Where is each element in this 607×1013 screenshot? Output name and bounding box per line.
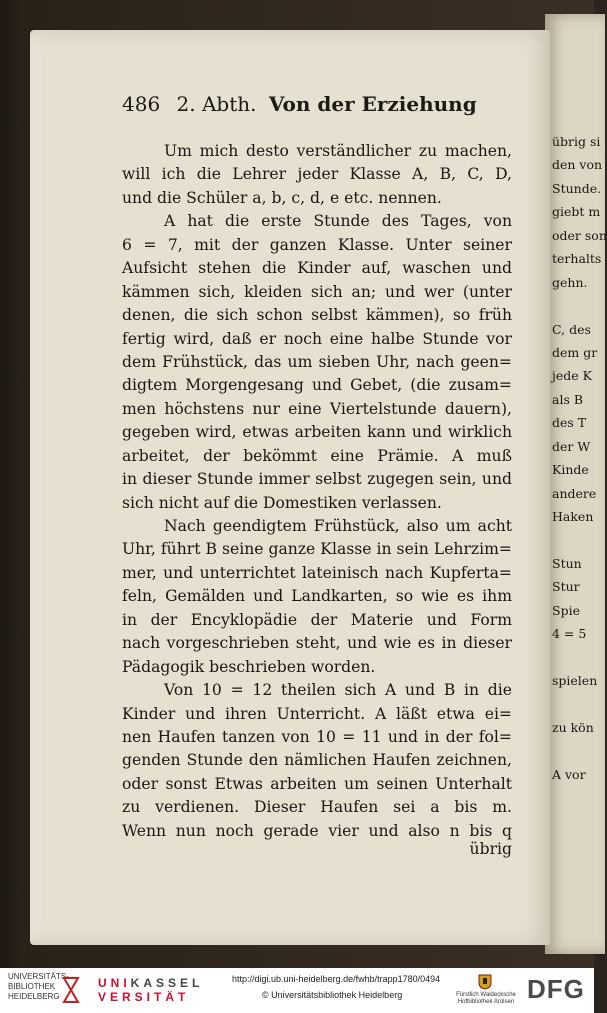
facing-page-text [552,130,607,786]
margin-line: Spie [552,602,580,618]
margin-line: zu kön [552,719,594,735]
text-line: Pädagogik beschrieben worden. [122,657,376,676]
text-line: arbeitet, der bekömmt eine Prämie. A muß [122,446,512,465]
hofbibliothek-arolsen-label [454,992,518,1006]
text-line: gegeben wird, etwas arbeiten kann und wirklich [122,423,512,442]
text-line: digtem Morgengesang und Gebet, (die zusam= [122,376,512,395]
page-number: 486 [122,92,161,116]
text-line: Von 10 = 12 theilen sich A und B in die [164,681,512,700]
margin-line [552,739,594,762]
margin-line [552,646,594,669]
running-header [122,92,542,116]
margin-line: der W [552,438,591,454]
text-line: Wenn nun noch gerade vier und also n bis q [122,821,512,840]
text-line: Kinder und ihren Unterricht. A läßt etwa ei= [122,704,512,723]
margin-line: Stunde. [552,180,602,196]
text-line: will ich die Lehrer jeder Klasse A, B, C, D, [122,165,512,184]
ub-name-line: HEIDELBERG [8,992,60,1001]
text-line: in dieser Stunde immer selbst zugegen sein, und [122,470,512,489]
text-line: fertig wird, daß er noch eine halbe Stunde vor [122,329,512,348]
uk-line2: VERSITÄT [98,990,190,1004]
margin-line: C, des [552,321,591,337]
text-line: feln, Gemälden und Landkarten, so wie es ihm [122,587,512,606]
text-line: dem Frühstück, das um sieben Uhr, nach geen= [122,352,512,371]
uni-kassel-logo[interactable]: UNIKASSEL VERSITÄT [98,976,204,1004]
hofb-line: Fürstlich Waldecksche [456,992,516,998]
text-line: kämmen sich, kleiden sich an; und wer (unter [122,282,512,301]
margin-line: dem gr [552,344,598,360]
text-line: mer, und unterrichtet lateinisch nach Kupferta= [122,563,512,582]
page-title: Von der Erziehung [268,92,477,116]
ub-heidelberg-logo[interactable] [8,972,69,1002]
copyright-text: © Universitätsbibliothek Heidelberg [262,990,403,1000]
section-label: 2. Abth. [176,92,257,116]
margin-line: andere [552,485,597,501]
margin-line: terhalts [552,251,602,267]
margin-line: gehn. [552,274,588,290]
dfg-logo[interactable]: DFG [527,974,585,1004]
margin-line: Stur [552,579,580,595]
hofb-line: Hofbibliothek Arolsen [457,999,515,1005]
margin-line: Stun [552,555,582,571]
margin-line: giebt m [552,204,601,220]
ub-heidelberg-emblem-icon [62,976,80,1004]
ub-name-line: BIBLIOTHEK [8,982,56,991]
margin-line: oder son [552,227,607,243]
text-line: Uhr, führt B seine ganze Klasse in sein Lehrzim= [122,540,512,559]
text-line: Um mich desto verständlicher zu machen, [164,142,512,160]
margin-line: 4 = 5 [552,626,587,642]
text-line: sich nicht auf die Domestiken verlassen. [122,493,442,512]
footer-bar [0,968,594,1013]
margin-line: als B [552,391,584,407]
waldeck-crest-icon [478,974,492,990]
text-line: men höchstens nur eine Viertelstunde dauern), [122,399,512,418]
permalink-url[interactable]: http://digi.ub.uni-heidelberg.de/fwhb/trapp1780/0494 [232,974,441,984]
margin-line: Kinde [552,462,589,478]
margin-line: A vor [552,766,586,782]
text-line: Nach geendigtem Frühstück, also um acht [164,517,512,535]
margin-line: des T [552,415,587,431]
text-line: in der Encyklopädie der Materie und Form [122,610,512,629]
catchword: übrig [469,840,512,858]
margin-line: den von [552,157,603,173]
text-line: Aufsicht stehen die Kinder auf, waschen und [122,259,512,278]
margin-line: übrig si [552,134,601,149]
text-line: denen, die sich schon selbst kämmen), so früh [122,306,512,325]
text-line: nen Haufen tanzen von 10 = 11 und in der fol= [122,727,512,746]
margin-line [552,693,594,716]
ub-name-line: UNIVERSITÄTS- [8,972,69,981]
text-line: 6 = 7, mit der ganzen Klasse. Unter seiner [122,235,512,254]
text-line: nach vorgeschrieben steht, und wie es in dieser [122,634,512,653]
text-line: zu verdienen. Dieser Haufen sei a bis m. [122,798,512,817]
margin-line: Haken [552,509,594,524]
text-line: genden Stunde den nämlichen Haufen zeichnen, [122,751,512,770]
margin-line [552,528,594,551]
body-text [122,140,512,843]
text-line: A hat die erste Stunde des Tages, von [164,212,512,231]
margin-line [552,294,594,317]
text-line: und die Schüler a, b, c, d, e etc. nennen. [122,188,442,207]
margin-line: spielen [552,673,598,689]
margin-line: jede K [552,368,592,384]
text-line: oder sonst Etwas arbeiten um seinen Unterhalt [122,774,512,793]
